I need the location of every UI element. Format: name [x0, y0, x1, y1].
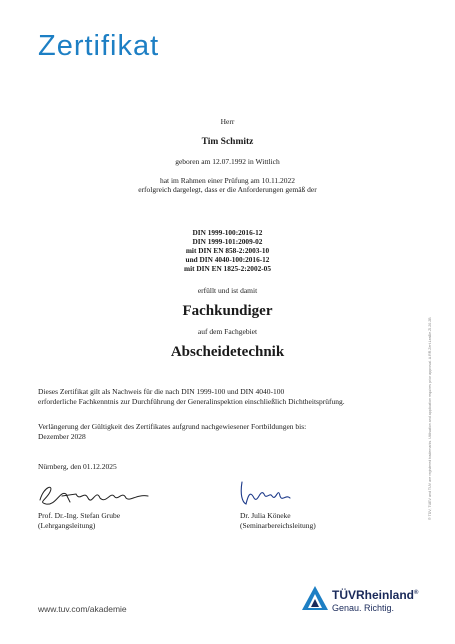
recipient-name: Tim Schmitz — [201, 137, 254, 147]
birth-info: geboren am 12.07.1992 in Wittlich — [175, 157, 280, 166]
footer-url[interactable]: www.tuv.com/akademie — [38, 604, 127, 614]
standard-item: DIN 1999-101:2009-02 — [192, 237, 263, 246]
field-title: Abscheidetechnik — [170, 344, 285, 360]
certificate-title: Zertifikat — [38, 30, 160, 62]
signatory-right-role: (Seminarbereichsleitung) — [240, 520, 316, 530]
qualification-title: Fachkundiger — [182, 303, 273, 319]
side-legal-text: ® TÜV, TUEV and TUV are registered trademarks. Utilisation and application requires prior approval. A.RR.Zert.LeaBe.ZI.20.2B — [428, 317, 432, 520]
extension-statement — [38, 422, 418, 441]
signature-left — [36, 480, 156, 508]
extension-line-2: Dezember 2028 — [38, 431, 86, 441]
validity-statement — [38, 387, 418, 406]
signatory-left — [38, 511, 198, 530]
salutation: Herr — [220, 117, 235, 126]
signatory-left-role: (Lehrgangsleitung) — [38, 520, 96, 530]
standard-item: DIN 1999-100:2016-12 — [192, 228, 263, 237]
fulfilled-text: erfüllt und ist damit — [197, 286, 258, 295]
signatory-right — [240, 511, 400, 530]
signature-right — [236, 474, 296, 508]
standard-item: mit DIN EN 1825-2:2002-05 — [184, 264, 271, 273]
tuv-triangle-icon — [300, 584, 330, 612]
exam-line-1: hat im Rahmen einer Prüfung am 10.11.2022 — [159, 176, 296, 185]
standard-item: und DIN 4040-100:2016-12 — [185, 255, 270, 264]
place-date: Nürnberg, den 01.12.2025 — [38, 462, 117, 471]
brand-name: TÜVRheinland® — [332, 588, 419, 602]
signatory-right-name: Dr. Julia Köneke — [240, 511, 291, 520]
exam-line-2: erfolgreich dargelegt, dass er die Anforderungen gemäß der — [138, 185, 317, 194]
validity-line-2: erforderliche Fachkenntnis zur Durchführung der Generalinspektion einschließlich Dichtheitsprüfung. — [38, 396, 345, 406]
signatory-left-name: Prof. Dr.-Ing. Stefan Grube — [38, 511, 121, 520]
field-intro: auf dem Fachgebiet — [197, 327, 258, 336]
validity-line-1: Dieses Zertifikat gilt als Nachweis für die nach DIN 1999-100 und DIN 4040-100 — [38, 387, 285, 396]
standards-list — [0, 228, 455, 273]
extension-line-1: Verlängerung der Gültigkeit des Zertifikates aufgrund nachgewiesener Fortbildungen bis: — [38, 422, 307, 431]
brand-slogan: Genau. Richtig. — [332, 603, 395, 613]
standard-item: mit DIN EN 858-2:2003-10 — [185, 246, 270, 255]
